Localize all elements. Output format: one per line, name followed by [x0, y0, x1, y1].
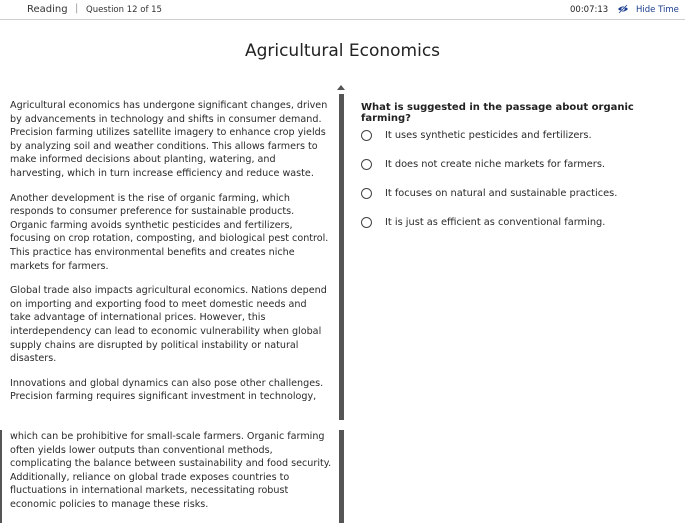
- section-label: Reading: [27, 4, 68, 15]
- passage-paragraph: Another development is the rise of organic farming, which responds to consumer preference for sustainable products. Organic farming avoids synthetic pesticides and fertilizers, focusing on crop rotation, composting, and biological pest control. This practice has environmental benefits and creates niche markets for farmers.: [10, 192, 329, 272]
- answer-option-d[interactable]: [361, 216, 661, 232]
- answer-option-a[interactable]: [361, 129, 661, 145]
- lower-pane-scrollbar[interactable]: [339, 430, 344, 523]
- option-label[interactable]: It uses synthetic pesticides and fertilizers.: [385, 130, 592, 141]
- top-bar: [0, 0, 685, 20]
- lower-left-rule: [0, 430, 2, 523]
- scroll-up-arrow-icon[interactable]: [337, 85, 345, 90]
- option-label[interactable]: It is just as efficient as conventional farming.: [385, 217, 606, 228]
- question-counter: Question 12 of 15: [86, 5, 162, 15]
- question-prompt: What is suggested in the passage about organic farming?: [361, 102, 634, 124]
- passage-paragraph: Agricultural economics has undergone significant changes, driven by advancements in technology and shifts in consumer demand. Precision farming utilizes satellite imagery to enhance crop yields by analyzing soil and weather conditions. This allows farmers to make informed decisions about planting, watering, and harvesting, which in turn increase efficiency and reduce waste.: [10, 100, 328, 179]
- option-label[interactable]: It does not create niche markets for farmers.: [385, 159, 606, 170]
- radio-button[interactable]: [361, 159, 372, 170]
- radio-button[interactable]: [361, 188, 372, 199]
- passage-text: [10, 99, 330, 415]
- header-separator: |: [75, 3, 79, 14]
- radio-button[interactable]: [361, 217, 372, 228]
- option-label[interactable]: It focuses on natural and sustainable practices.: [385, 188, 618, 199]
- pane-scrollbar[interactable]: [339, 94, 344, 420]
- hide-time-button[interactable]: Hide Time: [636, 5, 679, 15]
- radio-button[interactable]: [361, 130, 372, 141]
- passage-paragraph: which can be prohibitive for small-scale farmers. Organic farming often yields lower outputs than conventional methods, complicating the balance between sustainability and food security. Additionally, reliance on global trade exposes countries to fluctuations in international markets, necessitating robust economic policies to manage these risks.: [10, 431, 332, 510]
- passage-title: Agricultural Economics: [244, 41, 441, 61]
- answer-option-c[interactable]: [361, 187, 661, 203]
- answer-option-b[interactable]: [361, 158, 661, 174]
- passage-continuation: [10, 430, 332, 512]
- timer: 00:07:13: [570, 5, 609, 15]
- passage-paragraph: Innovations and global dynamics can also pose other challenges. Precision farming requires significant investment in technology,: [10, 377, 324, 403]
- eye-slash-icon[interactable]: [617, 4, 629, 14]
- passage-paragraph: Global trade also impacts agricultural economics. Nations depend on importing and exporting food to meet domestic needs and take advantage of international prices. However, this interdependency can lead to economic vulnerability when global supply chains are disrupted by political instability or natural disasters.: [10, 285, 327, 365]
